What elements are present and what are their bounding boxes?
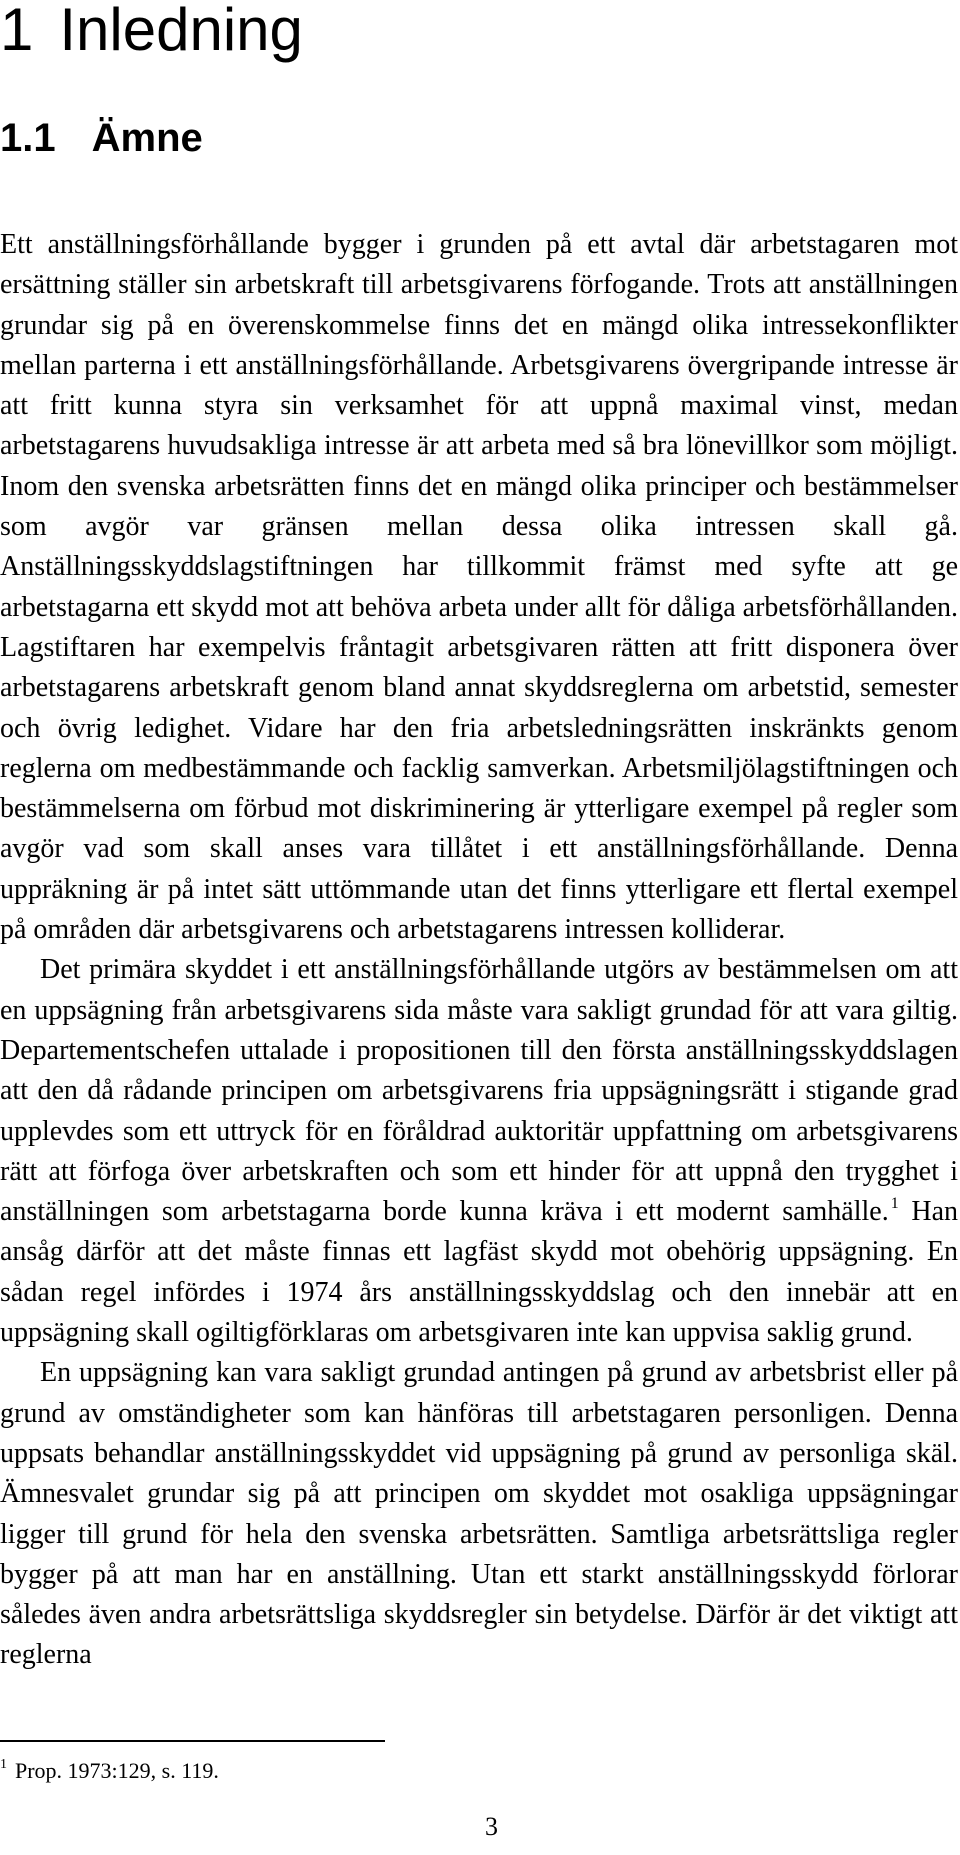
body-text	[0, 225, 958, 1676]
footnote-text: Prop. 1973:129, s. 119.	[15, 1758, 219, 1783]
paragraph-2-continuation: Han ansåg därför att det måste finnas ett lagfäst skydd mot obehörig uppsägning. En sådan regel infördes i 1974 års anställningsskyddslag och den innebär att en uppsägning skall ogiltigförklaras om arbetsgivaren inte kan uppvisa saklig grund.	[0, 1196, 959, 1349]
paragraph-1: Ett anställningsförhållande bygger i grunden på ett avtal där arbetstagaren mot ersättning ställer sin arbetskraft till arbetsgivarens förfogande. Trots att anställningen grundar sig på en överenskommelse finns det en mängd olika intressekonflikter mellan parterna i ett anställningsförhållande. Arbetsgivarens övergripande intresse är att fritt kunna styra sin verksamhet för att uppnå maximal vinst, medan arbetstagarens huvudsakliga intresse är att arbeta med så bra lönevillkor som möjligt. Inom den svenska arbetsrätten finns det en mängd olika principer och bestämmelser som avgör var gränsen mellan dessa olika intressen skall gå. Anställningsskyddslagstiftningen har tillkommit främst med syfte att ge arbetstagarna ett skydd mot att behöva arbeta under allt för dåliga arbetsförhållanden. Lagstiftaren har exempelvis fråntagit arbetsgivaren rätten att fritt disponera över arbetstagarens arbetskraft genom bland annat skyddsreglerna om arbetstid, semester och övrig ledighet. Vidare har den fria arbetsledningsrätten inskränkts genom reglerna om medbestämmande och facklig samverkan. Arbetsmiljölagstiftningen och bestämmelserna om förbud mot diskriminering är ytterligare exempel på regler som avgör vad som skall anses vara tillåtet i ett anställningsförhållande. Denna uppräkning är på intet sätt uttömmande utan det finns ytterligare ett flertal exempel på områden där arbetsgivarens och arbetstagarens intressen kolliderar.	[0, 229, 958, 946]
chapter-heading	[0, 0, 960, 63]
footnote-reference[interactable]: 1	[890, 1195, 899, 1213]
paragraph-2	[0, 950, 958, 1353]
chapter-title: Inledning	[59, 0, 303, 63]
footnote-divider	[0, 1740, 385, 1742]
paragraph-3: En uppsägning kan vara sakligt grundad antingen på grund av arbetsbrist eller på grund av omständigheter som kan hänföras till arbetstagaren personligen. Denna uppsats behandlar anställningsskyddet vid uppsägning på grund av personliga skäl. Ämnesvalet grundar sig på att principen om skyddet mot osakliga uppsägningar ligger till grund för hela den svenska arbetsrätten. Samtliga arbetsrättsliga regler bygger på att man har en anställning. Utan ett starkt anställningsskydd förlorar således även andra arbetsrättsliga skyddsregler sin betydelse. Därför är det viktigt att reglerna	[0, 1357, 958, 1671]
section-title: Ämne	[91, 116, 203, 160]
paragraph-2-text: Det primära skyddet i ett anställningsförhållande utgörs av bestämmelsen om att en uppsägning från arbetsgivarens sida måste vara sakligt grundad för att vara giltig. Departementschefen uttalade i propositionen till den första anställningsskyddslagen att den då rådande principen om arbetsgivarens fria uppsägningsrätt i stigande grad upplevdes som ett uttryck för en föråldrad auktoritär uppfattning om arbetsgivarens rätt att förfoga över arbetskraften och som ett hinder för att uppnå den trygghet i anställningen som arbetstagarna borde kunna kräva i ett modernt samhälle.	[0, 954, 958, 1228]
section-number: 1.1	[0, 116, 56, 160]
page-number: 3	[485, 1812, 498, 1841]
footnote-number: 1	[0, 1757, 7, 1772]
footnote	[0, 1757, 960, 1785]
section-heading	[0, 116, 960, 160]
chapter-number: 1	[0, 0, 34, 63]
